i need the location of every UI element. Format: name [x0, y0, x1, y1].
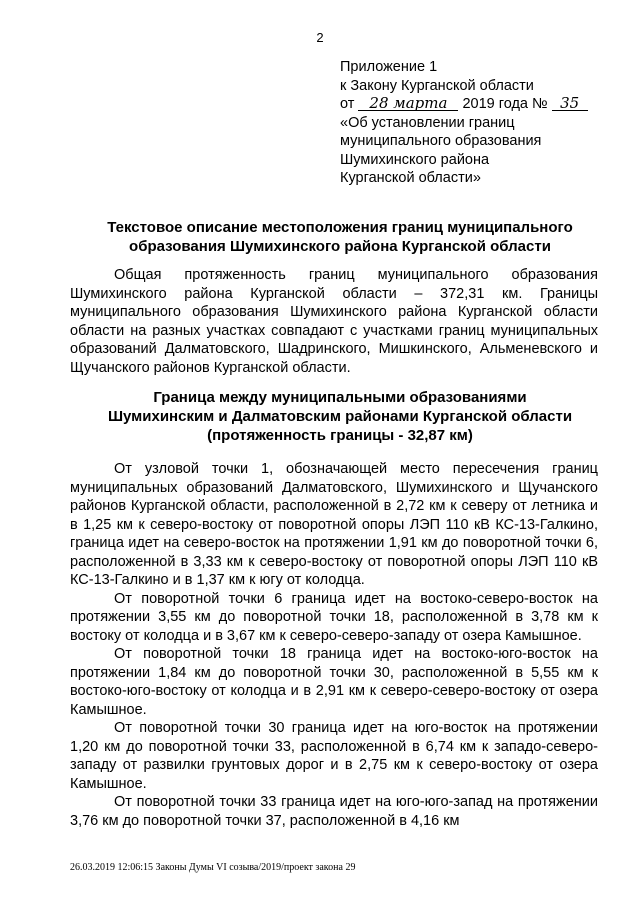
annex-from-label: от	[340, 96, 355, 112]
annex-line-1: Приложение 1	[340, 59, 438, 75]
annex-line-3	[340, 95, 620, 114]
annex-block	[340, 58, 620, 188]
section-line-3: (протяженность границы - 32,87 км)	[207, 427, 473, 444]
handwritten-date: 28 марта	[358, 96, 458, 111]
handwritten-number: 35	[552, 96, 588, 111]
title-line-2: образования Шумихинского района Курганской области	[129, 238, 551, 255]
section-line-1: Граница между муниципальными образованиями	[153, 389, 527, 406]
footer-stamp: 26.03.2019 12:06:15 Законы Думы VI созыва/2019/проект закона 29	[70, 862, 356, 873]
body-paragraph-3: От поворотной точки 18 граница идет на востоко-юго-восток на протяжении 1,84 км до поворотной точки 30, расположенной в 5,55 км к востоко-юго-востоку от колодца и в 2,91 км к северо-северо-востоку от озера Камышное.	[70, 646, 598, 718]
body-paragraph-5: От поворотной точки 33 граница идет на юго-юго-запад на протяжении 3,76 км до поворотной точки 37, расположенной в 4,16 км	[70, 794, 598, 829]
section-heading	[70, 388, 610, 445]
body-text	[70, 460, 598, 830]
annex-line-4: «Об установлении границ	[340, 114, 515, 131]
page-number: 2	[316, 30, 324, 45]
intro-paragraph: Общая протяженность границ муниципального образования Шумихинского района Курганской области – 372,31 км. Границы муниципального образования Шумихинского района Курганской области области на разных участках совпадают с участками границ муниципальных образований Далматовского, Шадринского, Мишкинского, Альменевского и Щучанского районов Курганской области.	[70, 267, 598, 376]
title-line-1: Текстовое описание местоположения границ муниципального	[107, 219, 573, 236]
annex-year-text: 2019 года №	[462, 96, 548, 112]
annex-line-5: муниципального образования	[340, 133, 542, 149]
body-paragraph-2: От поворотной точки 6 граница идет на востоко-северо-восток на протяжении 3,55 км до поворотной точки 18, расположенной в 3,78 км к востоку от колодца и в 3,67 км к северо-северо-западу от озера Камышное.	[70, 590, 598, 644]
section-line-2: Шумихинским и Далматовским районами Курганской области	[107, 408, 573, 425]
intro-paragraph-block	[70, 266, 598, 377]
annex-line-2: к Закону Курганской области	[340, 77, 534, 94]
annex-line-7: Курганской области»	[340, 170, 481, 186]
document-title	[70, 218, 610, 256]
body-paragraph-4: От поворотной точки 30 граница идет на юго-восток на протяжении 1,20 км до поворотной точки 33, расположенной в 6,74 км к западо-северо-западу от развилки грунтовых дорог и в 2,75 км к северо-востоку от озера Камышное.	[70, 720, 598, 792]
body-paragraph-1: От узловой точки 1, обозначающей место пересечения границ муниципальных образований Далматовского, Шумихинского и Щучанского районов Курганской области, расположенной в 2,72 км к северу от летника и в 1,25 км к северо-востоку от поворотной опоры ЛЭП 110 кВ КС-13-Галкино, граница идет на северо-восток на протяжении 1,91 км до поворотной точки 6, расположенной в 3,33 км к северо-востоку от поворотной опоры ЛЭП 110 кВ КС-13-Галкино и в 1,37 км к югу от колодца.	[70, 461, 598, 588]
annex-line-6: Шумихинского района	[340, 151, 490, 168]
